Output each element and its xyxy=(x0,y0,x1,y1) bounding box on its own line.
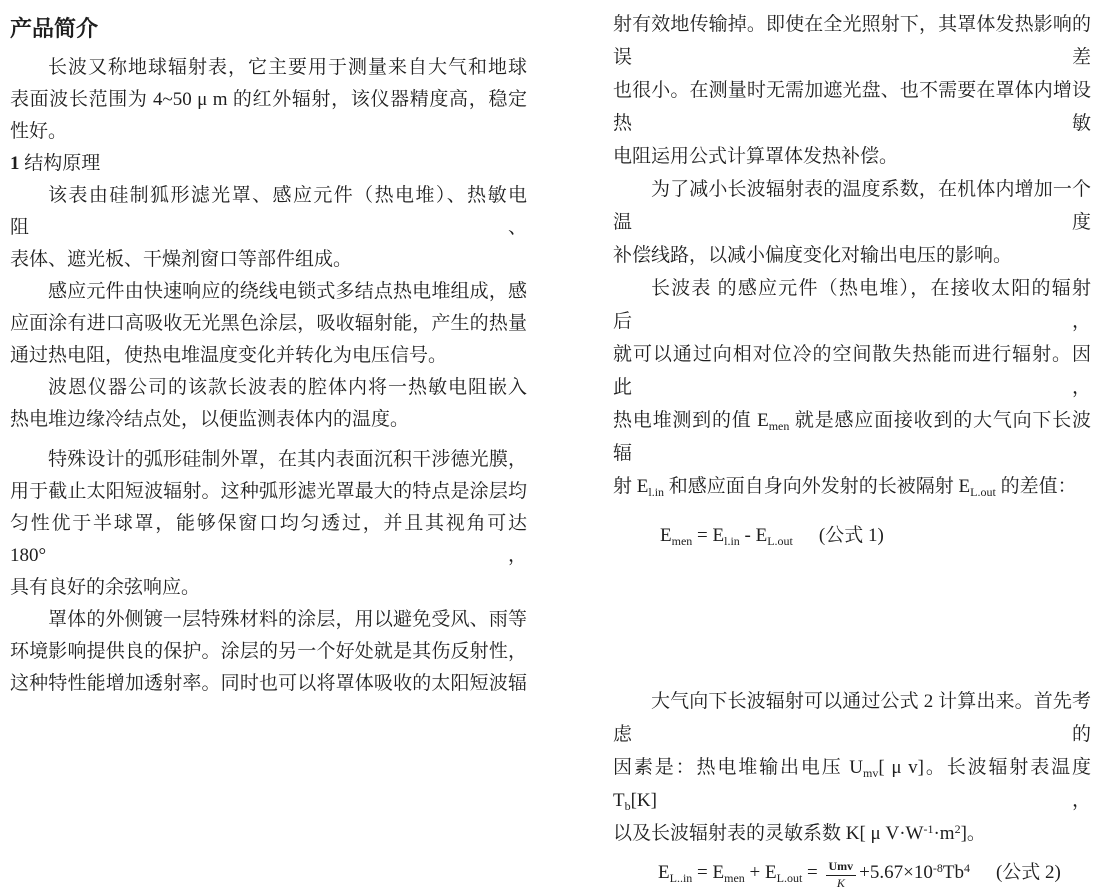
text-line xyxy=(10,52,527,84)
text-line xyxy=(10,668,527,700)
text-segment: 应面涂有进口高吸收无光黑色涂层，吸收辐射能，产生的热量 xyxy=(10,313,527,334)
text-line xyxy=(613,685,1091,751)
subscript: men xyxy=(724,871,745,885)
text-segment: 这种特性能增加透射率。同时也可以将罩体吸收的太阳短波辐 xyxy=(10,673,527,694)
formula-2 xyxy=(613,856,1091,891)
text-line xyxy=(613,8,1091,74)
text-segment: +5.67×10 xyxy=(859,862,933,883)
text-segment: 性好。 xyxy=(10,121,68,142)
subscript: L.out xyxy=(776,871,803,885)
subscript: men xyxy=(768,419,790,433)
text-line xyxy=(10,476,527,508)
text-segment: 射 E xyxy=(613,476,649,497)
subscript: b xyxy=(624,799,631,813)
document-title: 产品简介 xyxy=(10,16,99,41)
left-column xyxy=(10,0,527,694)
text-segment: ]。 xyxy=(960,823,986,844)
text-segment: 长波表 的感应元件（热电堆），在接收太阳的辐射后， xyxy=(613,278,1091,332)
paragraph xyxy=(10,180,527,276)
text-line xyxy=(10,404,527,436)
text-segment: 热电堆边缘冷结点处，以便监测表体内的温度。 xyxy=(10,409,410,430)
text-segment: 匀性优于半球罩，能够保窗口均匀透过，并且其视角可达 180°， xyxy=(10,513,527,566)
text-segment: 就可以通过向相对位冷的空间散失热能而进行辐射。因此， xyxy=(613,344,1091,398)
paragraph xyxy=(10,604,527,700)
text-segment: 就是感应面接收到的大气向下长波辐 xyxy=(613,410,1091,464)
superscript: 4 xyxy=(963,861,970,875)
text-line xyxy=(10,180,527,244)
text-segment: Tb xyxy=(942,862,964,883)
text-segment: 罩体的外侧镀一层特殊材料的涂层，用以避免受风、雨等 xyxy=(48,609,527,630)
fraction-numerator: Umv xyxy=(826,859,857,876)
subscript: L.out xyxy=(970,485,996,499)
text-segment: 的差值： xyxy=(995,476,1077,497)
text-line xyxy=(613,74,1091,140)
text-line xyxy=(613,140,1091,173)
text-segment: = xyxy=(802,862,823,883)
subscript: l.in xyxy=(648,485,665,499)
paragraph xyxy=(10,372,527,436)
text-segment: [ μ v]。长波辐射表温度 T xyxy=(613,757,1091,811)
text-segment: 大气向下长波辐射可以通过公式 2 计算出来。首先考虑的 xyxy=(613,691,1091,745)
paragraph xyxy=(613,272,1091,503)
text-segment: 波恩仪器公司的该款长波表的腔体内将一热敏电阻嵌入 xyxy=(48,377,527,398)
text-segment: 结构原理 xyxy=(19,153,101,174)
text-line xyxy=(613,173,1091,239)
subscript: L..in xyxy=(669,871,693,885)
text-segment: E xyxy=(658,862,670,883)
text-line xyxy=(10,508,527,572)
text-segment: + E xyxy=(744,862,777,883)
text-segment: 电阻运用公式计算罩体发热补偿。 xyxy=(613,146,899,167)
text-line xyxy=(613,272,1091,338)
text-segment: 表面波长范围为 4~50 μ m 的红外辐射，该仪器精度高，稳定 xyxy=(10,89,527,110)
text-line xyxy=(10,372,527,404)
spacer xyxy=(613,553,1091,685)
text-line xyxy=(613,404,1091,470)
formula-label: (公式 2) xyxy=(995,862,1061,883)
text-segment: 具有良好的余弦响应。 xyxy=(10,577,201,598)
text-segment: 也很小。在测量时无需加遮光盘、也不需要在罩体内增设热敏 xyxy=(613,80,1091,134)
text-segment: 补偿线路，以减小偏度变化对输出电压的影响。 xyxy=(613,245,1013,266)
subscript: L.out xyxy=(767,534,793,548)
text-line xyxy=(10,116,527,148)
subscript: mv xyxy=(863,766,879,780)
text-line xyxy=(613,338,1091,404)
superscript: 2 xyxy=(954,822,961,836)
text-line xyxy=(10,84,527,116)
text-line xyxy=(613,470,1091,503)
text-line xyxy=(10,636,527,668)
text-line xyxy=(613,817,1091,850)
subscript: men xyxy=(671,534,693,548)
text-segment: 感应元件由快速响应的绕线电锁式多结点热电堆组成，感 xyxy=(48,281,527,302)
text-segment: 热电堆测到的值 E xyxy=(613,410,769,431)
formula-label: (公式 1) xyxy=(818,525,884,546)
subscript: l.in xyxy=(724,534,740,548)
text-segment: E xyxy=(660,525,672,546)
superscript: -8 xyxy=(932,861,943,875)
text-line xyxy=(10,444,527,476)
text-segment: ·m xyxy=(933,823,955,844)
text-line xyxy=(10,244,527,276)
text-line xyxy=(10,572,527,604)
paragraph xyxy=(613,173,1091,272)
text-line xyxy=(10,308,527,340)
text-segment: 因素是：热电堆输出电压 U xyxy=(613,757,864,778)
section-heading xyxy=(10,148,527,180)
text-segment: 为了减小长波辐射表的温度系数，在机体内增加一个温度 xyxy=(613,179,1091,233)
text-segment: 该表由硅制狐形滤光罩、感应元件（热电堆）、热敏电阻、 xyxy=(10,185,527,238)
text-segment: 射有效地传输掉。即使在全光照射下，其罩体发热影响的误差 xyxy=(613,14,1091,68)
text-line xyxy=(10,276,527,308)
text-segment: 以及长波辐射表的灵敏系数 K[ μ V·W xyxy=(613,823,924,844)
text-line xyxy=(613,751,1091,817)
text-segment: - E xyxy=(739,525,768,546)
text-segment: 表体、遮光板、干燥剂窗口等部件组成。 xyxy=(10,249,353,270)
superscript: -1 xyxy=(923,822,934,836)
text-segment: [K]， xyxy=(630,790,1091,811)
formula-1 xyxy=(613,519,1091,553)
fraction-denominator: K xyxy=(836,876,845,890)
text-segment: 用于截止太阳短波辐射。这种弧形滤光罩最大的特点是涂层均 xyxy=(10,481,527,502)
text-segment: 特殊设计的弧形硅制外罩，在其内表面沉积干涉德光膜， xyxy=(48,449,527,470)
text-segment: 和感应面自身向外发射的长被隔射 E xyxy=(664,476,971,497)
paragraph xyxy=(10,444,527,604)
text-segment: 通过热电阻，使热电堆温度变化并转化为电压信号。 xyxy=(10,345,448,366)
paragraph xyxy=(613,8,1091,173)
text-segment: = E xyxy=(692,862,725,883)
fraction xyxy=(826,859,857,891)
text-segment: 1 xyxy=(10,153,20,174)
text-segment: = E xyxy=(692,525,725,546)
text-segment: 环境影响提供良的保护。涂层的另一个好处就是其伤反射性， xyxy=(10,641,527,662)
paragraph xyxy=(613,685,1091,850)
text-segment: 长波又称地球辐射表，它主要用于测量来自大气和地球 xyxy=(48,57,527,78)
paragraph xyxy=(10,52,527,148)
spacer xyxy=(10,436,527,444)
spacer xyxy=(613,503,1091,519)
paragraph xyxy=(10,276,527,372)
text-line xyxy=(613,239,1091,272)
text-line xyxy=(10,340,527,372)
text-line xyxy=(10,604,527,636)
